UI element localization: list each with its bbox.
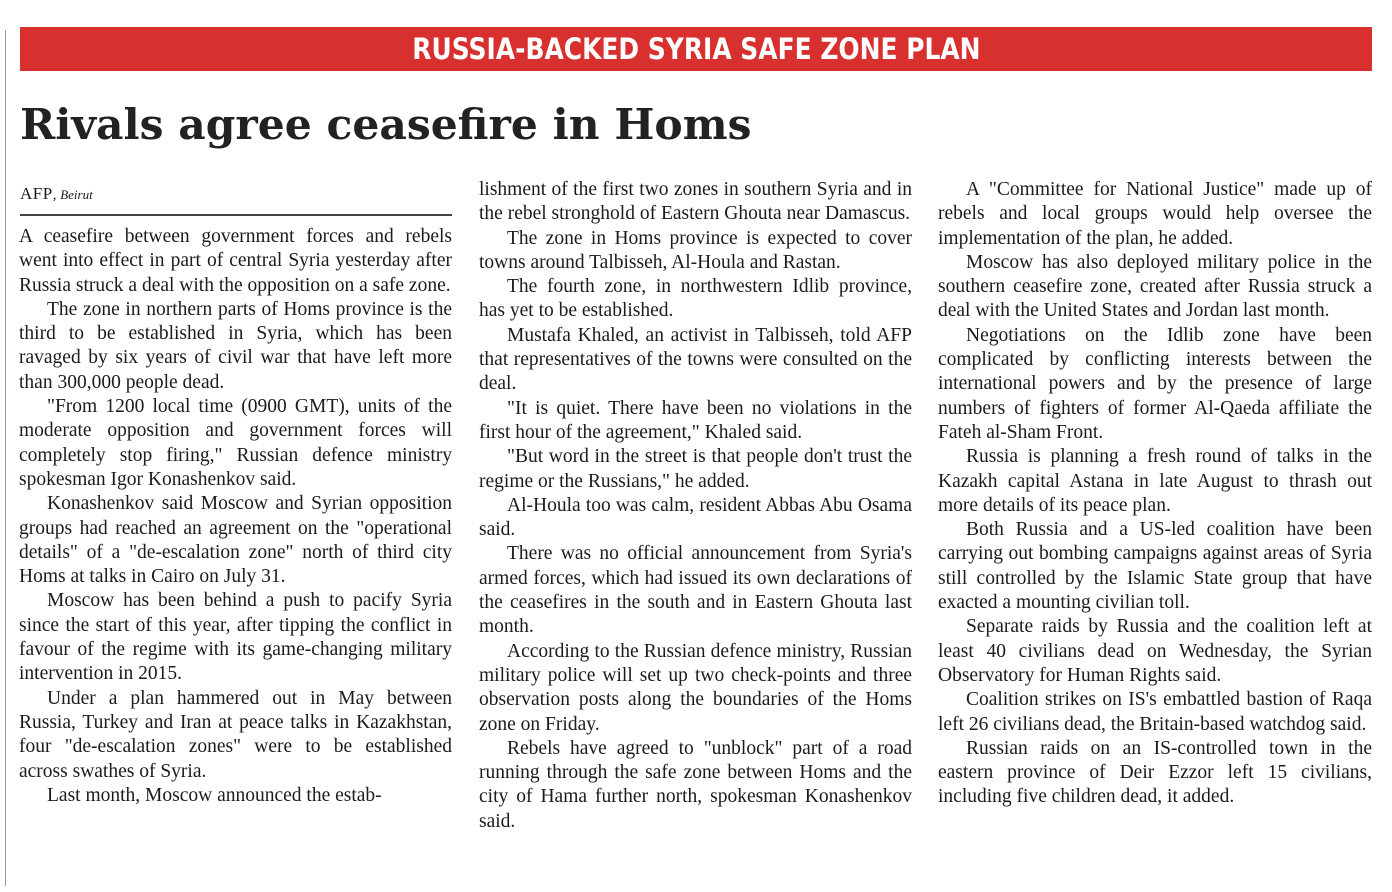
byline-rule xyxy=(20,214,452,216)
byline xyxy=(20,184,93,204)
paragraph: Moscow has been behind a push to pacify Syria since the start of this year, after tipping the conflict in favour of the regime with its game-changing military intervention in 2015. xyxy=(19,590,452,685)
paragraph: The zone in northern parts of Homs province is the third to be established in Syria, which has been ravaged by six years of civil war that have left more than 300,000 people dead. xyxy=(19,298,452,393)
paragraph: Russian raids on an IS-controlled town in the eastern province of Deir Ezzor left 15 civilians, including five children dead, it added. xyxy=(938,737,1372,808)
paragraph: Rebels have agreed to "unblock" part of a road running through the safe zone between Homs and the city of Hama further north, spokesman Konashenkov said. xyxy=(479,737,912,832)
paragraph: lishment of the first two zones in southern Syria and in the rebel stronghold of Eastern Ghouta near Damascus. xyxy=(479,179,912,225)
paragraph: The fourth zone, in northwestern Idlib province, has yet to be established. xyxy=(479,276,912,322)
article-column-2 xyxy=(479,178,912,888)
paragraph: "It is quiet. There have been no violations in the first hour of the agreement," Khaled said. xyxy=(479,397,912,443)
headline: Rivals agree ceasefire in Homs xyxy=(20,100,752,149)
paragraph: Mustafa Khaled, an activist in Talbisseh, told AFP that representatives of the towns were consulted on the deal. xyxy=(479,324,912,395)
article-column-1 xyxy=(19,225,452,887)
byline-separator: , xyxy=(52,187,61,203)
kicker-text: RUSSIA-BACKED SYRIA SAFE ZONE PLAN xyxy=(411,32,981,66)
paragraph: "From 1200 local time (0900 GMT), units of the moderate opposition and government forces will completely stop firing," Russian defence ministry spokesman Igor Konashenkov said. xyxy=(19,396,452,490)
paragraph: Last month, Moscow announced the estab- xyxy=(47,784,382,806)
paragraph: According to the Russian defence ministry, Russian military police will set up two check-points and three observation posts along the boundaries of the Homs zone on Friday. xyxy=(479,640,912,735)
paragraph: Separate raids by Russia and the coalition left at least 40 civilians dead on Wednesday, the Syrian Observatory for Human Rights said. xyxy=(938,616,1372,686)
paragraph: There was no official announcement from Syria's armed forces, which had issued its own declarations of the ceasefires in the south and in Eastern Ghouta last month. xyxy=(479,543,912,638)
paragraph: The zone in Homs province is expected to cover towns around Talbisseh, Al-Houla and Rastan. xyxy=(479,227,912,273)
byline-agency: AFP xyxy=(20,184,53,203)
paragraph: Russia is planning a fresh round of talks in the Kazakh capital Astana in late August to thrash out more details of its peace plan. xyxy=(938,446,1372,516)
paragraph: Under a plan hammered out in May between Russia, Turkey and Iran at peace talks in Kazakhstan, four "de-escalation zones" were to be established across swathes of Syria. xyxy=(19,687,452,782)
paragraph: A "Committee for National Justice" made up of rebels and local groups would help oversee the implementation of the plan, he added. xyxy=(938,179,1372,249)
paragraph: Al-Houla too was calm, resident Abbas Abu Osama said. xyxy=(479,494,912,541)
paragraph: "But word in the street is that people don't trust the regime or the Russians," he added. xyxy=(479,446,912,492)
paragraph: Negotiations on the Idlib zone have been complicated by conflicting interests between the international powers and by the presence of large numbers of fighters of former Al-Qaeda affiliate the Fateh al-Sham Front. xyxy=(938,324,1372,443)
margin-rule xyxy=(5,30,6,886)
paragraph: Konashenkov said Moscow and Syrian opposition groups had reached an agreement on the "operational details" of a "de-escalation zone" north of third city Homs at talks in Cairo on July 31. xyxy=(19,493,452,588)
article-column-3 xyxy=(938,178,1372,888)
byline-dateline: Beirut xyxy=(60,187,93,202)
paragraph: Both Russia and a US-led coalition have been carrying out bombing campaigns against areas of Syria still controlled by the Islamic State group that have exacted a mounting civilian toll. xyxy=(938,519,1372,614)
kicker-banner xyxy=(20,27,1372,71)
paragraph: Moscow has also deployed military police in the southern ceasefire zone, created after Russia struck a deal with the United States and Jordan last month. xyxy=(938,251,1372,322)
paragraph: A ceasefire between government forces and rebels went into effect in part of central Syria yesterday after Russia struck a deal with the opposition on a safe zone. xyxy=(19,226,452,296)
paragraph: Coalition strikes on IS's embattled bastion of Raqa left 26 civilians dead, the Britain-based watchdog said. xyxy=(938,689,1372,735)
